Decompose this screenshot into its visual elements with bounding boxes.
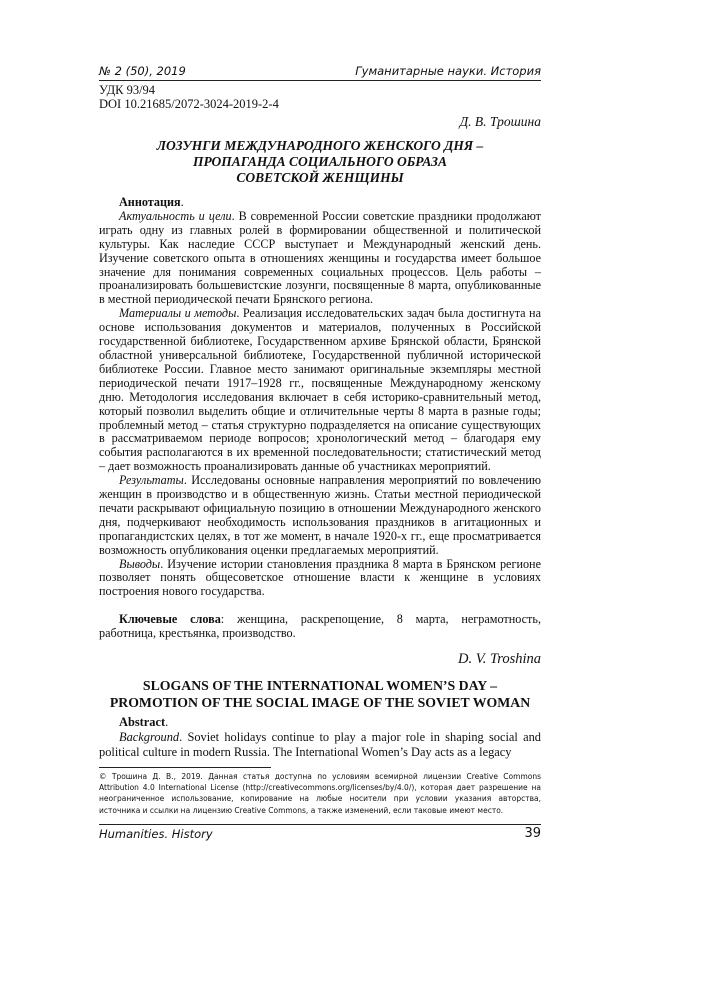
abstract-label: Аннотация [119, 195, 181, 209]
abstract-section-relevance: Актуальность и цели. В современной России советские праздники продолжают играть одну из главных ролей в формировании общественной и политической культуры. Как наследие СССР выступает и Международный женский день. Изучение советского опыта в отношениях женщины и государства имеет большое значение для понимания современных социальных процессов. Цель работы – проанализировать большевистские лозунги, посвященные 8 марта, опубликованные в местной периодической печати Брянского региона. [99, 208, 541, 307]
author-ru: Д. В. Трошина [459, 114, 541, 129]
title-en [99, 678, 541, 711]
keywords-text: женщина, раскрепощение, 8 марта, неграмотность, работница, крестьянка, производство. [99, 612, 541, 640]
section-text: Исследованы основные направления мероприятий по вовлечению женщин в производство и в общественную жизнь. Статьи местной периодической печати раскрывают официальную позицию в отношении Международного женского дня, подчеркивают необходимость использования праздников в агитационных и пропагандистских целях, в тот же момент, в начале 1920-х гг., еще просматривается возможность опубликования оценки предлагаемых мероприятий. [99, 473, 542, 557]
title-ru-line: ПРОПАГАНДА СОЦИАЛЬНОГО ОБРАЗА [192, 154, 448, 169]
title-ru-line: СОВЕТСКОЙ ЖЕНЩИНЫ [236, 170, 404, 185]
keywords-paragraph: Ключевые слова: женщина, раскрепощение, 8 марта, неграмотность, работница, крестьянка, производство. [99, 612, 541, 640]
article-meta [99, 83, 279, 111]
abstract-ru [99, 196, 541, 599]
abstract-en-heading: Abstract. [119, 715, 169, 729]
running-footer [99, 826, 541, 844]
page-number: 39 [524, 826, 541, 841]
title-ru-line: ЛОЗУНГИ МЕЖДУНАРОДНОГО ЖЕНСКОГО ДНЯ – [156, 138, 484, 153]
doi: DOI 10.21685/2072-3024-2019-2-4 [99, 97, 279, 111]
section-label: Актуальность и цели [119, 208, 232, 223]
section-label: Результаты [119, 473, 184, 488]
section-label: Материалы и методы [119, 306, 237, 321]
keywords-label: Ключевые слова [119, 612, 221, 626]
abstract-section-results: Результаты. Исследованы основные направления мероприятий по вовлечению женщин в производство и в общественную жизнь. Статьи местной периодической печати раскрывают официальную позицию в отношении Международного женского дня, подчеркивают необходимость использования праздников в агитационных и пропагандистских целях, в тот же момент, в начале 1920-х гг., еще просматривается возможность опубликования оценки предлагаемых мероприятий. [99, 473, 542, 557]
abstract-en-label: Abstract [119, 715, 166, 729]
abstract-en [99, 715, 541, 760]
abstract-section-conclusions: Выводы. Изучение истории становления праздника 8 марта в Брянском регионе позволяет понять общесоветское отношение власти к женщине в условиях построения нового государства. [99, 556, 541, 599]
udk-code: УДК 93/94 [99, 83, 156, 97]
section-text: Реализация исследовательских задач была достигнута на основе использования документов и материалов, полученных в Российской государственной библиотеке, Государственном архиве Брянской области, Брянской областной универсальной библиотеке, Государственной публичной исторической библиотеке России. Главное место занимают оригинальные экземпляры местной периодической печати 1917–1928 гг., посвященные Международному женскому дню. Методология исследования включает в себя историко-сравнительный метод, который позволил выделить общие и отличительные черты 8 марта в разные годы; проблемный метод – статья структурно подразделяется на описание существующих в рассматриваемом периоде вопросов; хронологический метод – благодаря ему события располагаются в их временной последовательности; статистический метод – дает возможность проанализировать данные об участниках мероприятий. [99, 306, 541, 474]
section-text: Изучение истории становления праздника 8 марта в Брянском регионе позволяет понять общесоветское отношение власти к женщине в условиях построения нового государства. [99, 556, 541, 599]
abstract-heading: Аннотация. [119, 195, 184, 209]
abstract-en-background: Background. Soviet holidays continue to play a major role in shaping social and political culture in modern Russia. The International Women’s Day acts as a legacy [99, 730, 541, 759]
title-en-line: PROMOTION OF THE SOCIAL IMAGE OF THE SOVIET WOMAN [109, 694, 531, 710]
footnote-rule [99, 767, 271, 768]
author-en: D. V. Troshina [458, 651, 541, 667]
section-label: Выводы [119, 556, 161, 571]
abstract-section-methods: Материалы и методы. Реализация исследовательских задач была достигнута на основе использования документов и материалов, полученных в Российской государственной библиотеке, Государственном архиве Брянской области, Брянской областной универсальной библиотеке, Государственной публичной исторической библиотеке России. Главное место занимают оригинальные экземпляры местной периодической печати 1917–1928 гг., посвященные Международному женскому дню. Методология исследования включает в себя историко-сравнительный метод, который позволил выделить общие и отличительные черты 8 марта в разные годы; проблемный метод – статья структурно подразделяется на описание существующих в рассматриваемом периоде вопросов; хронологический метод – благодаря ему события располагаются в их временной последовательности; статистический метод – дает возможность проанализировать данные об участниках мероприятий. [99, 306, 541, 474]
title-ru [99, 138, 541, 186]
section-text: Soviet holidays continue to play a major role in shaping social and political culture in modern Russia. The International Women’s Day acts as a legacy [99, 730, 541, 759]
section-label: Background [119, 730, 180, 744]
footer-rule [99, 824, 541, 825]
header-rule [99, 80, 541, 81]
issue-number: № 2 (50), 2019 [99, 64, 186, 78]
journal-title-en: Humanities. History [99, 827, 213, 841]
section-text: В современной России советские праздники продолжают играть одну из главных ролей в формировании общественной и политической культуры. Как наследие СССР выступает и Международный женский день. Изучение советского опыта в отношениях женщины и государства имеет большое значение для понимания современных социальных процессов. Цель работы – проанализировать большевистские лозунги, посвященные 8 марта, опубликованные в местной периодической печати Брянского региона. [99, 208, 541, 307]
title-en-line: SLOGANS OF THE INTERNATIONAL WOMEN’S DAY – [142, 678, 498, 693]
running-header [99, 60, 541, 80]
keywords-ru [99, 613, 541, 641]
license-footnote: © Трошина Д. В., 2019. Данная статья доступна по условиям всемирной лицензии Creative Commons Attribution 4.0 International License (http://creativecommons.org/licenses/by/4.0/), которая дает разрешение на неограниченное использование, копирование на любые носители при условии указания авторства, источника и ссылки на лицензию Creative Commons, а также изменений, если таковые имеют место. [99, 772, 541, 815]
journal-title: Гуманитарные науки. История [355, 64, 541, 78]
